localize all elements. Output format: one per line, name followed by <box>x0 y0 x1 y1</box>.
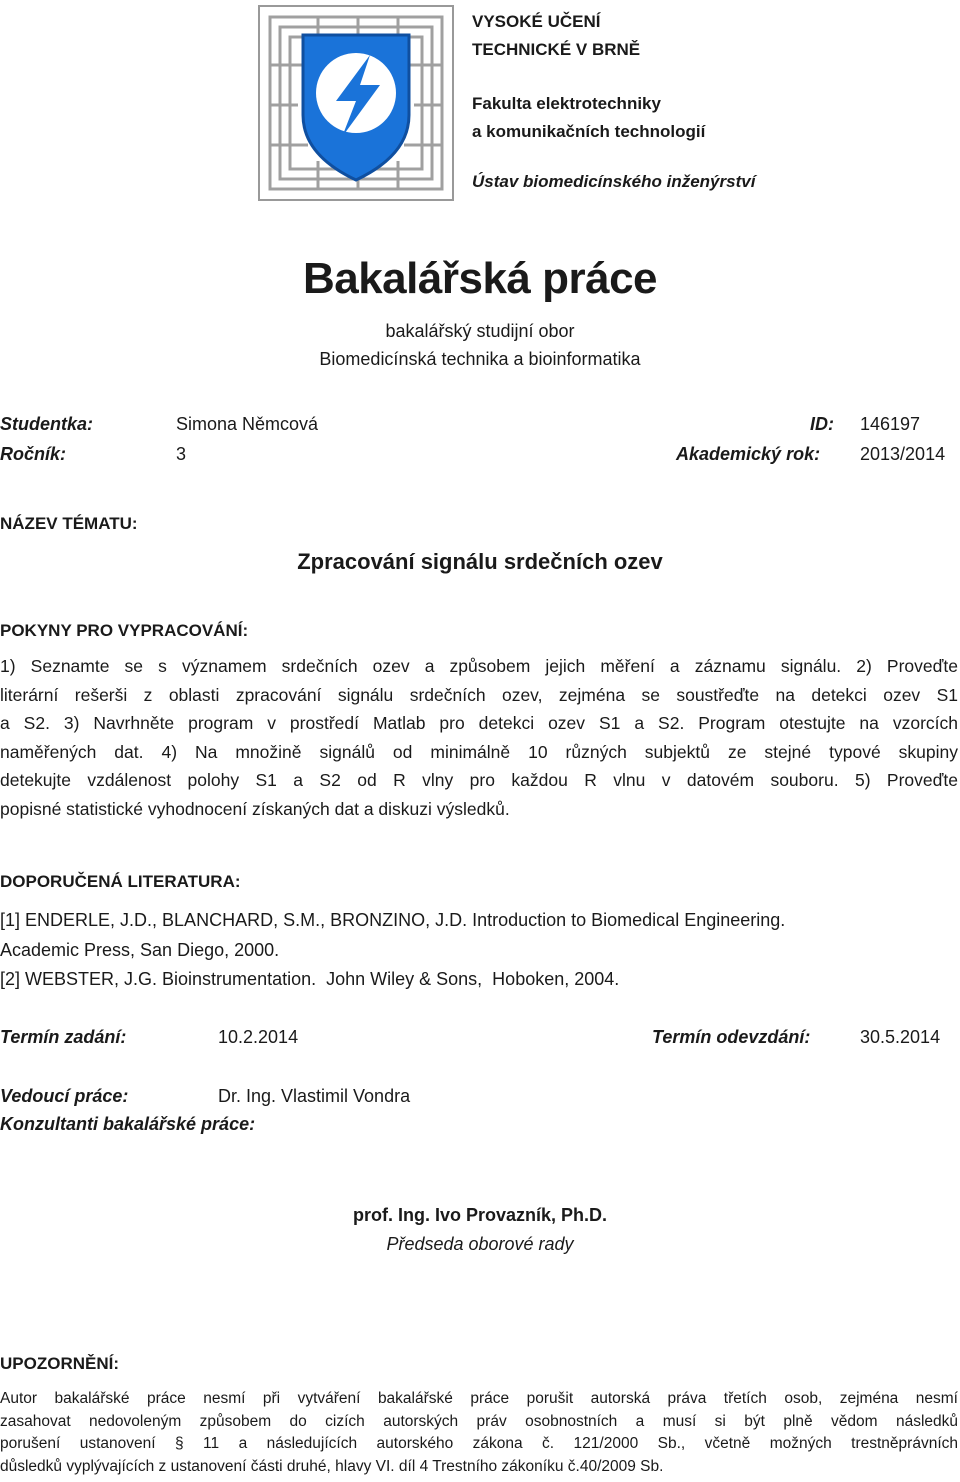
instructions-line: 1) Seznamte se s významem srdečních ozev a způsobem jejich měření a záznamu signálu. 2) Proveďte <box>0 656 958 676</box>
academic-year-label: Akademický rok: <box>676 444 821 464</box>
faculty-line-1: Fakulta elektrotechniky <box>472 94 661 113</box>
literature-line: Academic Press, San Diego, 2000. <box>0 939 280 960</box>
student-value: Simona Němcová <box>176 414 319 434</box>
warning-line: důsledků vyplývajících z ustanovení části druhé, hlavy VI. díl 4 Trestního zákoníku č.40/2009 Sb. <box>0 1457 664 1475</box>
document-title: Bakalářská práce <box>302 254 658 303</box>
warning-text <box>0 1388 958 1478</box>
instructions-line: detekujte vzdálenost polohy S1 a S2 od R vlny pro každou R vlnu v datovém souboru. 5) Proveďte <box>0 770 958 791</box>
id-label: ID: <box>810 414 834 434</box>
id-value: 146197 <box>860 414 921 434</box>
literature-line: [1] ENDERLE, J.D., BLANCHARD, S.M., BRONZINO, J.D. Introduction to Biomedical Engineering. <box>0 910 786 930</box>
instructions-line: naměřených dat. 4) Na množině signálů od minimálně 10 různých subjektů ze stejné typové skupiny <box>0 741 958 762</box>
study-field: Biomedicínská technika a bioinformatika <box>319 349 641 369</box>
topic-heading: NÁZEV TÉMATU: <box>0 514 138 533</box>
warning-heading: UPOZORNĚNÍ: <box>0 1354 119 1373</box>
warning-line: zasahovat nedovoleným způsobem do cizích autorských práv osobnostních a musí si být plně vědom následků <box>0 1412 958 1430</box>
student-label: Studentka: <box>0 414 94 434</box>
instructions-heading: POKYNY PRO VYPRACOVÁNÍ: <box>0 621 249 640</box>
faculty-line-2: a komunikačních technologií <box>472 122 706 141</box>
academic-year-value: 2013/2014 <box>860 444 946 464</box>
supervisor-label: Vedoucí práce: <box>0 1086 129 1106</box>
instructions-line: a S2. 3) Navrhněte program v prostředí Matlab pro detekci ozev S1 a S2. Program otestujte na vzorcích <box>0 713 958 734</box>
study-program: bakalářský studijní obor <box>385 321 575 341</box>
year-label: Ročník: <box>0 444 67 464</box>
faculty-name <box>472 90 705 146</box>
warning-line: Autor bakalářské práce nesmí při vytváření bakalářské práce porušit autorská práva třetích osob, zejména nesmí <box>0 1390 958 1407</box>
topic-title: Zpracování signálu srdečních ozev <box>297 549 663 574</box>
instructions-line: popisné statistické vyhodnocení získaných dat a diskuzi výsledků. <box>0 798 510 819</box>
university-name <box>472 8 640 64</box>
literature-list <box>0 906 785 995</box>
university-line-1: VYSOKÉ UČENÍ <box>472 12 601 31</box>
consultants-label: Konzultanti bakalářské práce: <box>0 1114 256 1134</box>
assignment-date-label: Termín zadání: <box>0 1027 127 1047</box>
vut-lightning-shield-logo-icon <box>258 5 454 201</box>
institute-name: Ústav biomedicínského inženýrství <box>472 172 756 191</box>
supervisor-value: Dr. Ing. Vlastimil Vondra <box>218 1086 411 1106</box>
instructions-text <box>0 652 958 824</box>
submission-date-value: 30.5.2014 <box>860 1027 941 1047</box>
signature-role: Předseda oborové rady <box>386 1234 574 1254</box>
submission-date-label: Termín odevzdání: <box>652 1027 811 1047</box>
university-line-2: TECHNICKÉ V BRNĚ <box>472 40 641 59</box>
literature-heading: DOPORUČENÁ LITERATURA: <box>0 872 241 891</box>
signature-name: prof. Ing. Ivo Provazník, Ph.D. <box>352 1205 608 1225</box>
literature-line: [2] WEBSTER, J.G. Bioinstrumentation. John Wiley & Sons, Hoboken, 2004. <box>0 969 620 989</box>
assignment-date-value: 10.2.2014 <box>218 1027 299 1047</box>
instructions-line: literární rešerši z oblasti zpracování signálu srdečních ozev, zejména se soustřeďte na detekci ozev S1 <box>0 684 958 705</box>
year-value: 3 <box>176 444 187 464</box>
warning-line: porušení ustanovení § 11 a následujících autorského zákona č. 121/2000 Sb., včetně možných trestněprávních <box>0 1435 958 1453</box>
